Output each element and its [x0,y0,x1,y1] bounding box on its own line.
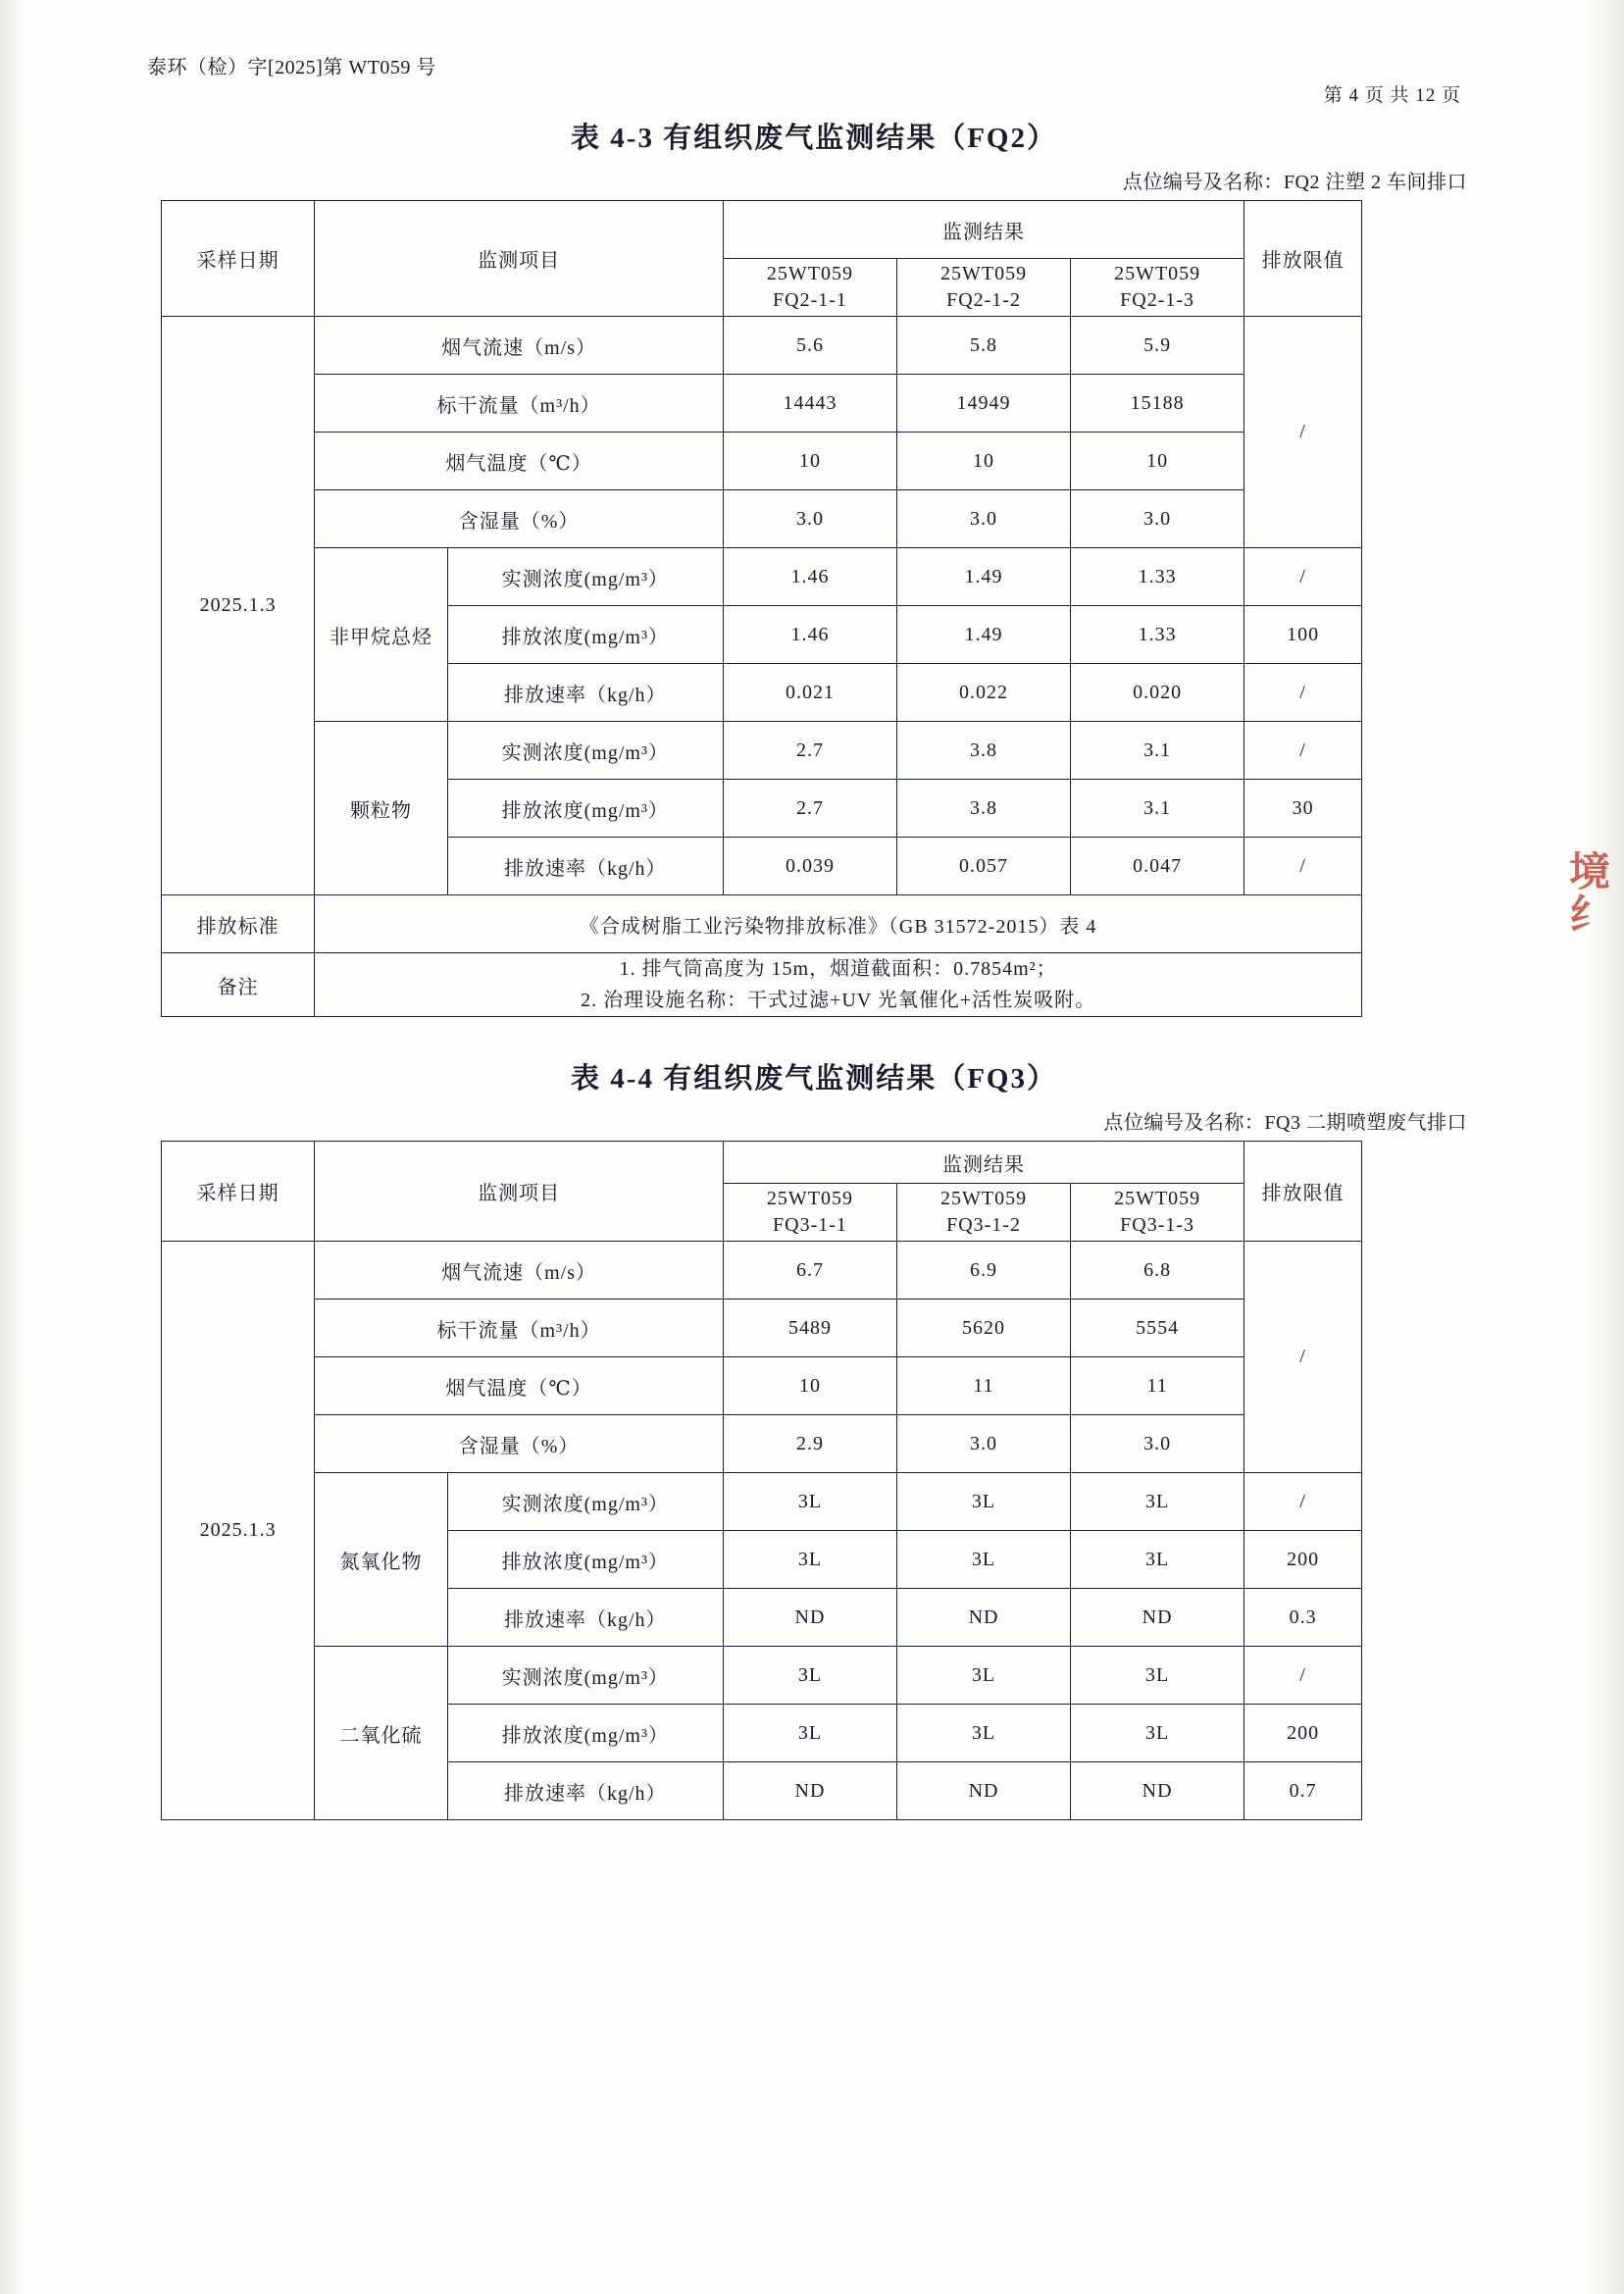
param-value: 1.49 [896,606,1070,664]
param-value: 3L [896,1705,1070,1762]
param-name: 烟气流速（m/s） [315,317,724,375]
table-row [162,201,1362,259]
param-value: 10 [723,1357,896,1415]
table-row [162,1242,1362,1300]
pollutant-group-name: 二氧化硫 [315,1647,447,1820]
param-value: 3L [723,1531,896,1589]
limit-value: 0.7 [1244,1762,1362,1820]
param-value: 10 [1071,433,1244,490]
measure-label: 实测浓度(mg/m³） [447,1647,723,1705]
limit-value: 0.3 [1244,1589,1362,1647]
table-4-4 [161,1141,1362,1820]
limit-value: / [1244,317,1362,548]
param-name: 标干流量（m³/h） [315,375,724,433]
table-4-4-point-line: 点位编号及名称：FQ3 二期喷塑废气排口 [1103,1112,1467,1134]
col-header-result: 监测结果 [723,201,1243,259]
param-value: 5.8 [896,317,1070,375]
table-row [162,722,1362,780]
document-reference: 泰环（检）字[2025]第 WT059 号 [147,57,436,78]
measure-label: 排放速率（kg/h） [447,1589,723,1647]
param-value: 3L [896,1647,1070,1705]
scan-edge-left [0,0,25,2294]
sample-code-3 [1071,1184,1244,1242]
param-value: 0.057 [896,838,1070,895]
sample-code-2 [896,1184,1070,1242]
param-value: 3L [723,1705,896,1762]
param-value: 3.0 [1071,1415,1244,1473]
param-value: 3.8 [896,722,1070,780]
param-value: 1.46 [723,606,896,664]
table-4-4-title: 表 4-4 有组织废气监测结果（FQ3） [571,1063,1057,1095]
param-value: 5620 [896,1300,1070,1357]
limit-value: / [1244,1647,1362,1705]
pollutant-group-label: 非甲烷总烃 [329,626,432,648]
param-value: 0.047 [1071,838,1244,895]
col-header-limit: 排放限值 [1244,1142,1362,1242]
param-value: 11 [1071,1357,1244,1415]
measure-label: 实测浓度(mg/m³） [447,722,723,780]
standard-value: 《合成树脂工业污染物排放标准》（GB 31572-2015）表 4 [315,895,1362,953]
param-value: 3L [1071,1705,1244,1762]
param-value: 6.9 [896,1242,1070,1300]
param-value: 14443 [723,375,896,433]
limit-value: / [1244,722,1362,780]
col-header-item: 监测项目 [315,1142,724,1242]
table-4-3-point-line: 点位编号及名称：FQ2 注塑 2 车间排口 [1122,172,1467,193]
measure-label: 排放速率（kg/h） [447,838,723,895]
sample-code-2-line1: 25WT059 [939,263,1028,284]
remark-line-1: 1. 排气筒高度为 15m，烟道截面积：0.7854m²； [619,958,1057,980]
param-value: 3.0 [723,490,896,548]
sample-code-3 [1071,259,1244,317]
sample-code-2-line2: FQ3-1-2 [946,1214,1021,1236]
table-row [162,1473,1362,1531]
param-value: 6.7 [723,1242,896,1300]
sample-code-1-line1: 25WT059 [766,263,853,284]
param-value: 15188 [1071,375,1244,433]
remark-label: 备注 [162,953,315,1017]
sampling-date: 2025.1.3 [162,317,315,895]
param-value: 3L [723,1647,896,1705]
sample-code-2-line1: 25WT059 [939,1188,1028,1209]
limit-value: 200 [1244,1531,1362,1589]
sample-code-3-line2: FQ3-1-3 [1120,1214,1195,1236]
param-value: 5554 [1071,1300,1244,1357]
col-header-item: 监测项目 [315,201,724,317]
limit-value: / [1244,664,1362,722]
param-value: 1.33 [1071,606,1244,664]
param-value: 3L [1071,1531,1244,1589]
table-row [162,953,1362,1017]
table-row [162,1142,1362,1184]
param-value: 2.7 [723,780,896,838]
scan-edge-right [1585,0,1624,2294]
param-value: 3.0 [896,1415,1070,1473]
param-value: 5.6 [723,317,896,375]
limit-value: / [1244,1473,1362,1531]
limit-value: / [1244,838,1362,895]
remark-value [315,953,1362,1017]
param-value: 2.7 [723,722,896,780]
param-value: 2.9 [723,1415,896,1473]
table-4-3-title: 表 4-3 有组织废气监测结果（FQ2） [571,123,1057,154]
param-value: ND [723,1762,896,1820]
param-value: ND [1071,1762,1244,1820]
param-name: 含湿量（%） [315,490,724,548]
param-name: 含湿量（%） [315,1415,724,1473]
param-value: ND [1071,1589,1244,1647]
page-header [147,51,1481,110]
param-name: 烟气温度（℃） [315,1357,724,1415]
param-value: 3.1 [1071,722,1244,780]
page-content [147,0,1481,1820]
param-value: 3L [1071,1647,1244,1705]
param-value: 3L [723,1473,896,1531]
param-value: 10 [896,433,1070,490]
param-value: ND [896,1762,1070,1820]
param-value: 3.8 [896,780,1070,838]
param-name: 标干流量（m³/h） [315,1300,724,1357]
param-value: 1.46 [723,548,896,606]
limit-value: / [1244,1242,1362,1473]
param-value: 3L [896,1473,1070,1531]
param-name: 烟气温度（℃） [315,433,724,490]
col-header-limit [1244,201,1362,317]
table-row [162,895,1362,953]
table-row [162,1300,1362,1357]
table-row [162,548,1362,606]
measure-label: 排放浓度(mg/m³） [447,1705,723,1762]
param-value: 1.49 [896,548,1070,606]
param-value: 3.0 [896,490,1070,548]
table-row [162,1357,1362,1415]
pollutant-group-name: 氮氧化物 [315,1473,447,1647]
pollutant-group-name [315,548,447,722]
limit-value: / [1244,548,1362,606]
param-value: 0.039 [723,838,896,895]
sample-code-1 [723,259,896,317]
param-value: 3L [1071,1473,1244,1531]
page-number: 第 4 页 共 12 页 [1323,85,1461,106]
standard-label: 排放标准 [162,895,315,953]
sample-code-3-line1: 25WT059 [1114,263,1201,284]
param-value: ND [723,1589,896,1647]
pollutant-group-name: 颗粒物 [315,722,447,895]
col-header-date: 采样日期 [162,1142,315,1242]
measure-label: 实测浓度(mg/m³） [447,548,723,606]
table-row [162,433,1362,490]
measure-label: 排放浓度(mg/m³） [447,1531,723,1589]
red-stamp-fragment: 境 纟 [1569,851,1611,940]
sampling-date: 2025.1.3 [162,1242,315,1820]
sample-code-2 [896,259,1070,317]
sample-code-2-line2: FQ2-1-2 [946,289,1021,311]
limit-value: 30 [1244,780,1362,838]
table-4-3 [161,200,1362,1017]
col-header-limit-line1: 排放限值 [1261,250,1345,272]
param-value: 0.022 [896,664,1070,722]
sample-code-1 [723,1184,896,1242]
table-row [162,375,1362,433]
param-value: 14949 [896,375,1070,433]
sample-code-1-line1: 25WT059 [766,1188,853,1209]
remark-line-2: 2. 治理设施名称：干式过滤+UV 光氧催化+活性炭吸附。 [581,990,1096,1011]
sample-code-1-line2: FQ2-1-1 [773,289,847,311]
param-value: 10 [723,433,896,490]
param-value: 0.021 [723,664,896,722]
param-value: 5.9 [1071,317,1244,375]
col-header-result: 监测结果 [723,1142,1243,1184]
param-value: 1.33 [1071,548,1244,606]
sample-code-3-line2: FQ2-1-3 [1120,289,1195,311]
param-value: 3.0 [1071,490,1244,548]
param-value: 3L [896,1531,1070,1589]
param-value: 3.1 [1071,780,1244,838]
col-header-date: 采样日期 [162,201,315,317]
limit-value: 100 [1244,606,1362,664]
table-row [162,490,1362,548]
param-value: 6.8 [1071,1242,1244,1300]
param-value: 11 [896,1357,1070,1415]
table-row [162,317,1362,375]
measure-label: 排放速率（kg/h） [447,664,723,722]
measure-label: 实测浓度(mg/m³） [447,1473,723,1531]
param-value: 0.020 [1071,664,1244,722]
measure-label: 排放速率（kg/h） [447,1762,723,1820]
sample-code-1-line2: FQ3-1-1 [773,1214,847,1236]
table-row [162,1647,1362,1705]
limit-value: 200 [1244,1705,1362,1762]
param-value: 5489 [723,1300,896,1357]
measure-label: 排放浓度(mg/m³） [447,606,723,664]
table-row [162,1415,1362,1473]
param-name: 烟气流速（m/s） [315,1242,724,1300]
measure-label: 排放浓度(mg/m³） [447,780,723,838]
param-value: ND [896,1589,1070,1647]
sample-code-3-line1: 25WT059 [1114,1188,1201,1209]
